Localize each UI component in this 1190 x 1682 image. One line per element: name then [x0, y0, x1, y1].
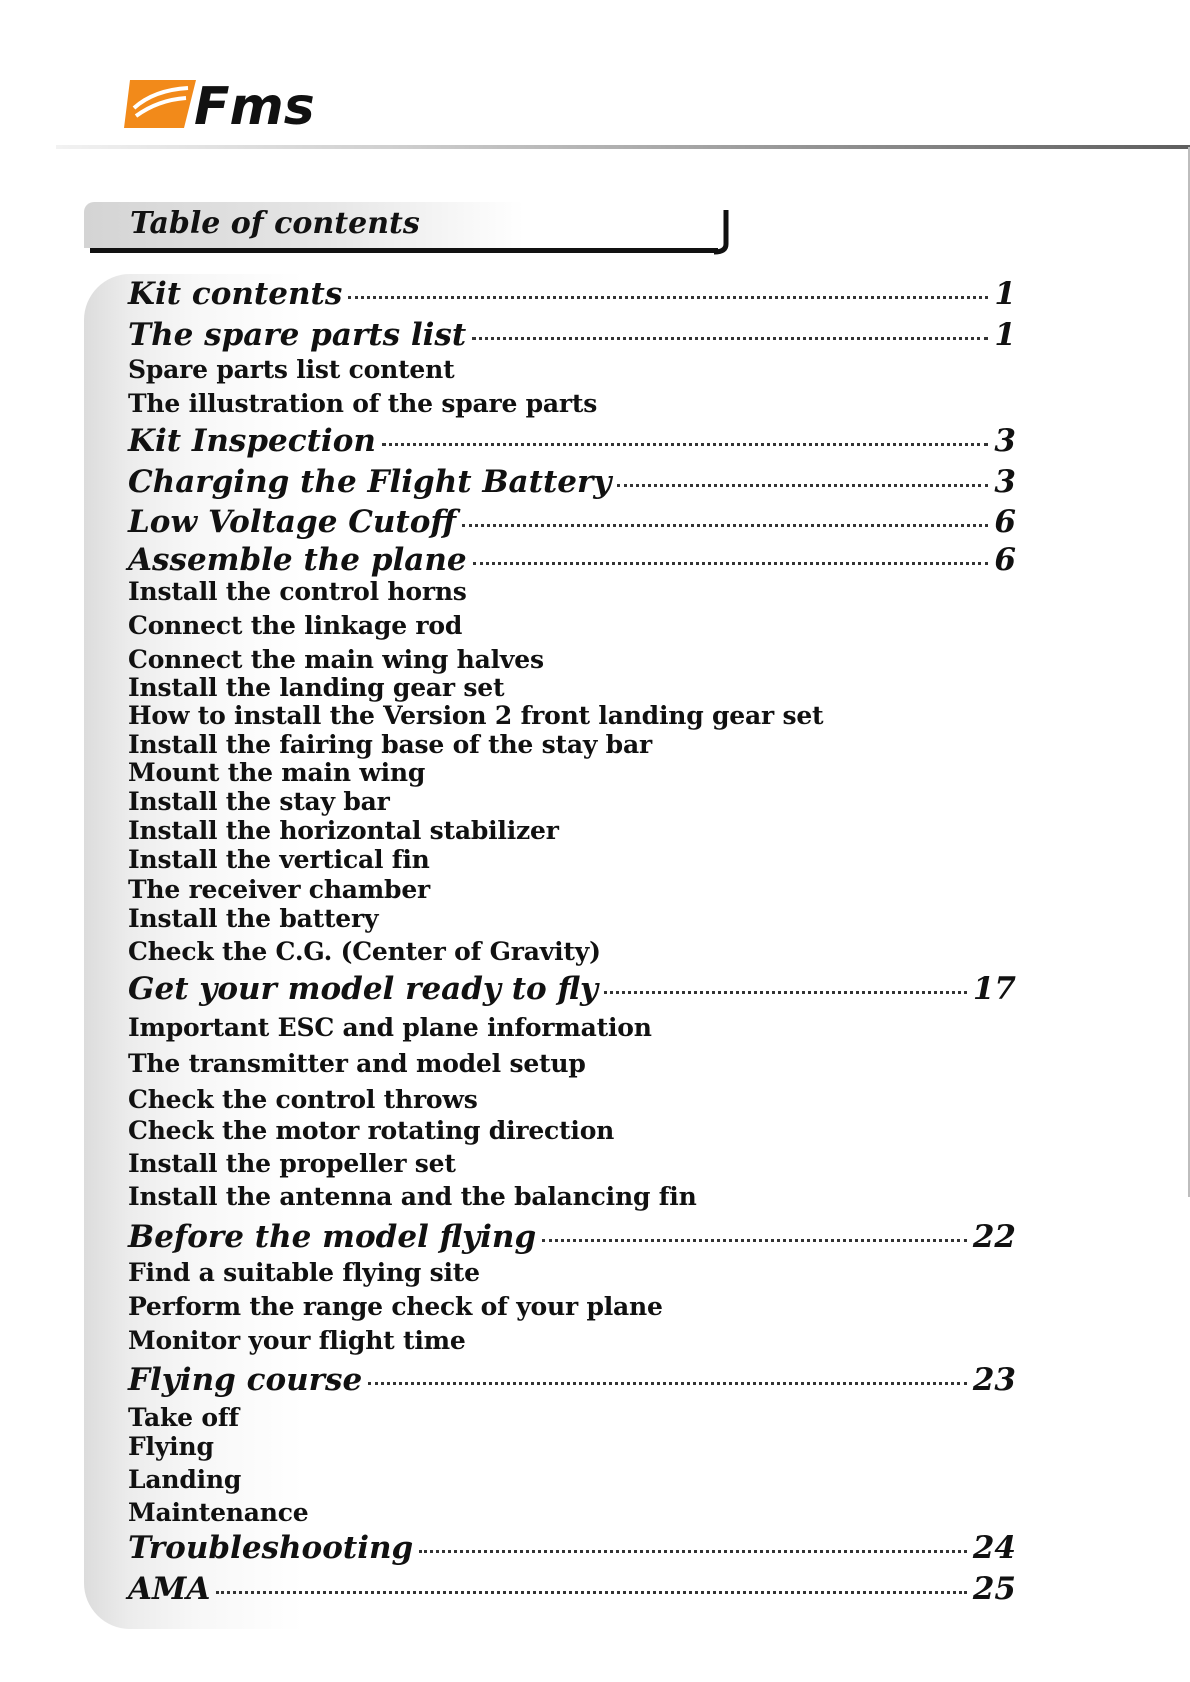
- toc-entry[interactable]: [128, 317, 1016, 353]
- dot-leader: [473, 562, 989, 565]
- toc-subentry[interactable]: Monitor your flight time: [128, 1326, 466, 1355]
- toc-subentry[interactable]: Important ESC and plane information: [128, 1013, 652, 1042]
- toc-subentry[interactable]: Install the stay bar: [128, 787, 390, 816]
- toc-subentry[interactable]: How to install the Version 2 front landing gear set: [128, 701, 824, 730]
- toc-entry[interactable]: [128, 1219, 1016, 1255]
- dot-leader: [604, 991, 967, 994]
- toc-entry-label: Charging the Flight Battery: [128, 464, 612, 500]
- toc-entry[interactable]: [128, 464, 1016, 500]
- dot-leader: [617, 484, 988, 487]
- dot-leader: [462, 524, 988, 527]
- toc-subentry[interactable]: Mount the main wing: [128, 758, 426, 787]
- toc-entry[interactable]: [128, 276, 1016, 312]
- toc-entry[interactable]: [128, 1530, 1016, 1566]
- toc-entry-page: 25: [972, 1571, 1016, 1607]
- dot-leader: [472, 337, 988, 340]
- dot-leader: [542, 1239, 967, 1242]
- toc-subentry[interactable]: Connect the linkage rod: [128, 611, 463, 640]
- toc-subentry[interactable]: Connect the main wing halves: [128, 645, 544, 674]
- toc-entry-page: 6: [994, 542, 1016, 578]
- toc-subentry[interactable]: Flying: [128, 1432, 214, 1461]
- toc-entry-page: 1: [994, 317, 1016, 353]
- toc-subentry[interactable]: Install the fairing base of the stay bar: [128, 730, 652, 759]
- toc-entry[interactable]: [128, 1571, 1016, 1607]
- toc-entry[interactable]: [128, 542, 1016, 578]
- toc-entry-label: Troubleshooting: [128, 1530, 414, 1566]
- toc-subentry[interactable]: Install the vertical fin: [128, 845, 430, 874]
- toc-subentry[interactable]: Landing: [128, 1465, 242, 1494]
- toc-subentry[interactable]: Perform the range check of your plane: [128, 1292, 663, 1321]
- dot-leader: [419, 1550, 967, 1553]
- toc-subentry[interactable]: The illustration of the spare parts: [128, 389, 598, 418]
- toc-entry-page: 3: [994, 464, 1016, 500]
- toc-subentry[interactable]: Install the landing gear set: [128, 673, 505, 702]
- toc-title-hook: [712, 208, 734, 256]
- toc-subentry[interactable]: Spare parts list content: [128, 355, 455, 384]
- toc-subentry[interactable]: Check the control throws: [128, 1085, 478, 1114]
- toc-subentry[interactable]: The receiver chamber: [128, 875, 431, 904]
- toc-entry-label: Kit contents: [128, 276, 343, 312]
- toc-entry-label: Before the model flying: [128, 1219, 537, 1255]
- dot-leader: [382, 443, 989, 446]
- toc-subentry[interactable]: Install the propeller set: [128, 1149, 456, 1178]
- toc-entry-page: 3: [994, 423, 1016, 459]
- toc-entry-label: Kit Inspection: [128, 423, 376, 459]
- toc-entry-page: 1: [994, 276, 1016, 312]
- toc-title: Table of contents: [130, 206, 420, 241]
- dot-leader: [348, 296, 988, 299]
- toc-entry[interactable]: [128, 423, 1016, 459]
- toc-entry-label: Get your model ready to fly: [128, 971, 599, 1007]
- toc-entry-page: 24: [972, 1530, 1016, 1566]
- dot-leader: [216, 1591, 966, 1594]
- dot-leader: [368, 1382, 967, 1385]
- toc-entry[interactable]: [128, 971, 1016, 1007]
- toc-entry-page: 22: [972, 1219, 1016, 1255]
- toc-entry-page: 6: [994, 504, 1016, 540]
- toc-entry-page: 17: [972, 971, 1016, 1007]
- header-rule: [56, 145, 1190, 149]
- toc-entry[interactable]: [128, 504, 1016, 540]
- fms-logo: [124, 78, 364, 130]
- toc-subentry[interactable]: Install the horizontal stabilizer: [128, 816, 559, 845]
- toc-subentry[interactable]: Take off: [128, 1403, 239, 1432]
- toc-subentry[interactable]: Check the C.G. (Center of Gravity): [128, 937, 601, 966]
- toc-subentry[interactable]: Install the antenna and the balancing fin: [128, 1182, 697, 1211]
- toc-subentry[interactable]: Check the motor rotating direction: [128, 1116, 615, 1145]
- toc-subentry[interactable]: Maintenance: [128, 1498, 309, 1527]
- toc-entry-label: Low Voltage Cutoff: [128, 504, 457, 540]
- toc-entry-label: Flying course: [128, 1362, 363, 1398]
- toc-entry-page: 23: [972, 1362, 1016, 1398]
- toc-title-underline: [90, 248, 718, 253]
- toc-entry-label: The spare parts list: [128, 317, 467, 353]
- toc-subentry[interactable]: Install the control horns: [128, 577, 467, 606]
- toc-entry-label: Assemble the plane: [128, 542, 467, 578]
- toc-subentry[interactable]: Install the battery: [128, 904, 379, 933]
- toc-subentry[interactable]: Find a suitable flying site: [128, 1258, 480, 1287]
- toc-entry-label: AMA: [128, 1571, 211, 1607]
- toc-entry[interactable]: [128, 1362, 1016, 1398]
- toc-subentry[interactable]: The transmitter and model setup: [128, 1049, 586, 1078]
- logo-wordmark: Fms: [194, 78, 315, 130]
